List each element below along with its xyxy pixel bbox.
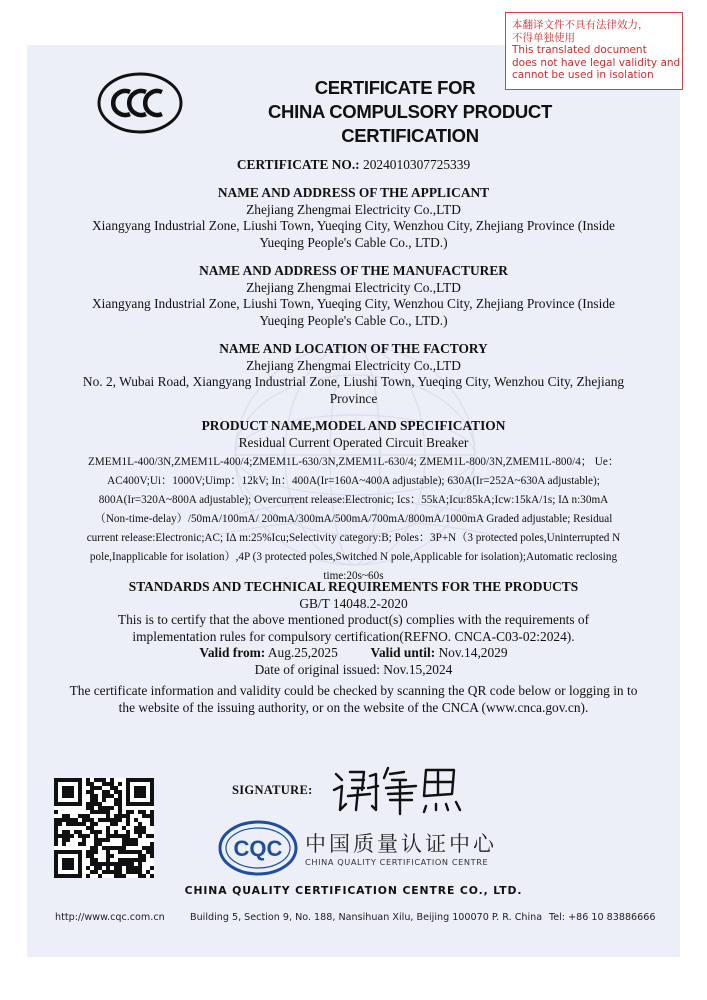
factory-section bbox=[45, 341, 662, 407]
valid-until-date: Nov.14,2029 bbox=[438, 645, 508, 660]
standards-heading: STANDARDS AND TECHNICAL REQUIREMENTS FOR THE PRODUCTS bbox=[128, 579, 579, 594]
ccc-logo-icon bbox=[97, 72, 183, 134]
valid-from-date: Aug.25,2025 bbox=[267, 645, 338, 660]
standard-code: GB/T 14048.2-2020 bbox=[299, 595, 408, 611]
manufacturer-heading: NAME AND ADDRESS OF THE MANUFACTURER bbox=[199, 263, 508, 278]
factory-name: Zhejiang Zhengmai Electricity Co.,LTD bbox=[246, 357, 461, 373]
certificate-number bbox=[45, 157, 662, 174]
original-issue-date: Date of original issued: Nov.15,2024 bbox=[254, 661, 453, 677]
spec-line: current release:Electronic;AC; I∆ m:25%Icu;Selectivity category:B; Poles：3P+N（3 protected poles,Uninterrupted N bbox=[86, 532, 621, 544]
spec-line: pole,Inapplicable for isolation）,4P (3 protected poles,Switched N pole,Applicable for isolation);Automatic reclosing bbox=[89, 551, 618, 563]
handwritten-signature bbox=[330, 760, 470, 820]
applicant-name: Zhejiang Zhengmai Electricity Co.,LTD bbox=[246, 201, 461, 217]
notice-line: 本翻译文件不具有法律效力， bbox=[512, 19, 649, 31]
product-name: Residual Current Operated Circuit Breaker bbox=[238, 434, 469, 450]
certify-line-2: implementation rules for compulsory certification(REFNO. CNCA-C03-02:2024). bbox=[132, 628, 575, 644]
cqc-logo-text: CQC bbox=[233, 836, 283, 861]
factory-address-line-2: Province bbox=[329, 390, 378, 406]
manufacturer-name: Zhejiang Zhengmai Electricity Co.,LTD bbox=[246, 279, 461, 295]
footer-website[interactable]: http://www.cqc.com.cn bbox=[55, 912, 165, 923]
manufacturer-address-line-2: Yueqing People's Cable Co., LTD.) bbox=[259, 312, 448, 328]
footer-address: Building 5, Section 9, No. 188, Nansihuan Xilu, Beijing 100070 P. R. China bbox=[190, 912, 543, 923]
notice-line: 不得单独使用 bbox=[512, 31, 575, 44]
footer-telephone: Tel: +86 10 83886666 bbox=[549, 912, 656, 923]
certificate-number-label: CERTIFICATE NO.: bbox=[236, 157, 360, 172]
authority-chinese-name: 中国质量认证中心 bbox=[305, 832, 497, 856]
qr-code[interactable] bbox=[54, 778, 154, 878]
notice-line: cannot be used in isolation bbox=[512, 69, 654, 81]
spec-line: （Non-time-delay）/50mA/100mA/ 200mA/300mA/500mA/700mA/800mA/1000mA Graded adjustable; Residual bbox=[94, 513, 613, 525]
issuing-authority: CHINA QUALITY CERTIFICATION CENTRE CO., LTD. bbox=[184, 884, 523, 897]
title-line-1: CERTIFICATE FOR bbox=[314, 77, 476, 98]
notice-line: This translated document bbox=[512, 44, 647, 56]
title-line-2: CHINA COMPULSORY PRODUCT CERTIFICATION bbox=[267, 101, 552, 146]
verification-line-1: The certificate information and validity could be checked by scanning the QR code below or logging in to bbox=[69, 683, 638, 698]
spec-line: time:20s~60s bbox=[323, 570, 384, 582]
certify-line-1: This is to certify that the above mentioned product(s) complies with the requirements of bbox=[117, 612, 590, 627]
product-section bbox=[45, 418, 662, 451]
product-heading: PRODUCT NAME,MODEL AND SPECIFICATION bbox=[201, 418, 506, 433]
spec-line: ZMEM1L-400/3N,ZMEM1L-400/4;ZMEM1L-630/3N,ZMEM1L-630/4; ZMEM1L-800/3N,ZMEM1L-800/4； Ue： bbox=[87, 456, 620, 468]
validity-dates bbox=[45, 645, 662, 662]
cqc-logo-icon bbox=[218, 820, 298, 876]
manufacturer-address-line-1: Xiangyang Industrial Zone, Liushi Town, Yueqing City, Wenzhou City, Zhejiang Province (Inside bbox=[92, 296, 615, 311]
standards-section bbox=[45, 579, 662, 678]
verification-line-2: the website of the issuing authority, or on the website of the CNCA (www.cnca.gov.cn). bbox=[118, 699, 589, 715]
certificate-number-value: 2024010307725339 bbox=[363, 157, 471, 172]
factory-heading: NAME AND LOCATION OF THE FACTORY bbox=[219, 341, 488, 356]
product-specification bbox=[40, 453, 667, 586]
signature-label: SIGNATURE: bbox=[232, 783, 313, 797]
valid-from-label: Valid from: bbox=[199, 645, 266, 660]
factory-address-line-1: No. 2, Wubai Road, Xiangyang Industrial Zone, Liushi Town, Yueqing City, Wenzhou City, Zhejiang bbox=[82, 374, 625, 389]
notice-line: does not have legal validity and bbox=[512, 56, 681, 69]
valid-until-label: Valid until: bbox=[370, 645, 436, 660]
applicant-address-line-1: Xiangyang Industrial Zone, Liushi Town, Yueqing City, Wenzhou City, Zhejiang Province (Inside bbox=[92, 218, 615, 233]
applicant-heading: NAME AND ADDRESS OF THE APPLICANT bbox=[217, 185, 490, 200]
certificate-title bbox=[205, 76, 615, 148]
manufacturer-section bbox=[45, 263, 662, 329]
spec-line: AC400V;Ui：1000V;Uimp：12kV; In：400A(Ir=160A~400A adjustable); 630A(Ir=252A~630A adjustable); bbox=[107, 475, 600, 487]
spec-line: 800A(Ir=320A~800A adjustable); Overcurrent release:Electronic; Ics：55kA;Icu:85kA;Icw:15kA/1s; I∆ n:30mA bbox=[98, 494, 609, 506]
verification-note bbox=[40, 683, 667, 716]
applicant-address-line-2: Yueqing People's Cable Co., LTD.) bbox=[259, 234, 448, 250]
applicant-section bbox=[45, 185, 662, 251]
authority-english-name: CHINA QUALITY CERTIFICATION CENTRE bbox=[305, 857, 489, 867]
